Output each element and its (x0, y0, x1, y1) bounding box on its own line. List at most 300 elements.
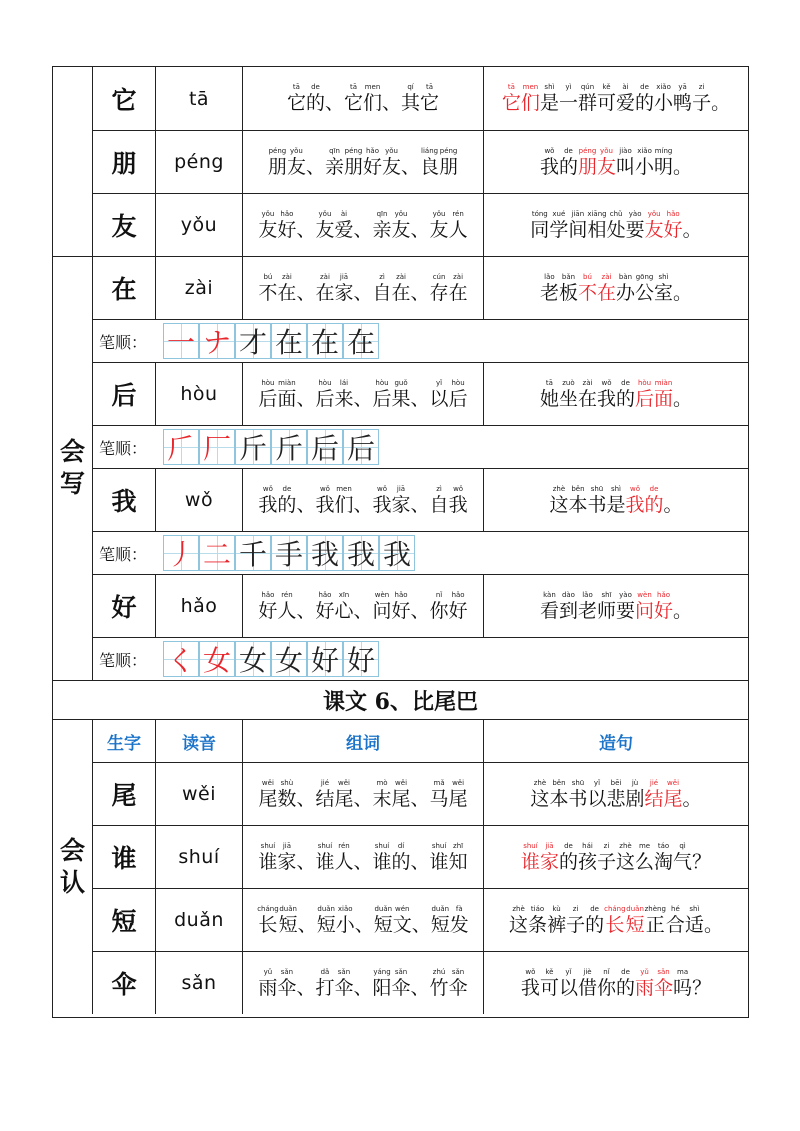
pinyin-annotation: fà (455, 904, 463, 913)
ruby-char (578, 592, 597, 621)
ruby-char (279, 906, 298, 935)
ruby-char (411, 969, 430, 998)
header-label: 造句 (599, 733, 633, 754)
ruby-char (449, 969, 468, 998)
hanzi: 朋 (439, 155, 459, 178)
ruby-char (439, 148, 458, 177)
pinyin-annotation: yǔ (263, 967, 273, 976)
pinyin-annotation: shuí (317, 841, 333, 850)
hanzi: 小 (635, 155, 655, 178)
pinyin-annotation: zuò (562, 378, 575, 387)
pinyin-annotation: yǒu (394, 209, 408, 218)
vocab-char: 短 (111, 907, 137, 936)
pinyin-annotation: wǒ (262, 484, 273, 493)
words-cell (242, 363, 483, 425)
pinyin-annotation: rén (281, 590, 293, 599)
hanzi: 我 (596, 387, 616, 410)
hanzi: 书 (587, 493, 607, 516)
ruby-char (420, 84, 439, 113)
hanzi: 问 (372, 599, 392, 622)
hanzi: 明 (654, 155, 674, 178)
ruby-char (315, 843, 334, 872)
ruby-char (654, 148, 673, 177)
hanzi: 、 (353, 599, 373, 622)
hanzi: 。 (673, 599, 693, 622)
pinyin-annotation: jiā (339, 272, 349, 281)
pinyin-annotation: yǒu (385, 146, 398, 155)
ruby-char (373, 969, 392, 998)
stroke-order-label: 笔顺： (99, 332, 148, 352)
ruby-char (654, 84, 673, 113)
ruby-char (298, 906, 317, 935)
ruby-char (430, 843, 449, 872)
hanzi: 、 (353, 493, 373, 516)
pinyin-annotation: yǒu (290, 146, 303, 155)
pinyin-annotation: sǎn (280, 967, 294, 976)
ruby-char (373, 843, 392, 872)
ruby-char (559, 148, 578, 177)
ruby-char (449, 592, 468, 621)
ruby-char (336, 906, 355, 935)
hanzi: 、 (296, 599, 316, 622)
ruby-char (578, 84, 597, 113)
pinyin-annotation: yǐ (565, 967, 572, 976)
hanzi: 。 (682, 787, 702, 810)
word-list (258, 780, 467, 809)
pinyin-cell (155, 363, 242, 425)
ruby-char (654, 380, 673, 409)
pinyin-annotation: chǔ (609, 209, 623, 218)
stroke-step (163, 323, 199, 359)
hanzi: 朋 (343, 155, 363, 178)
pinyin-annotation: hǎo (261, 590, 275, 599)
pinyin-annotation: yǒu (432, 209, 446, 218)
ruby-char (315, 380, 334, 409)
hanzi: 它 (343, 92, 363, 114)
pinyin-annotation: yǒu (261, 209, 275, 218)
hanzi: 、 (410, 218, 430, 241)
hanzi: 、 (382, 92, 402, 114)
words-cell (242, 575, 483, 637)
sentence-cell (483, 257, 748, 319)
pinyin-annotation: shì (689, 904, 700, 913)
pinyin-annotation: zhè (512, 904, 525, 913)
vocab-pinyin: hǎo (180, 595, 218, 617)
hanzi: 的 (644, 493, 664, 516)
hanzi: 、 (410, 387, 430, 410)
hanzi: 家 (277, 850, 297, 873)
words-cell (242, 889, 483, 951)
vocab-char: 友 (111, 212, 137, 241)
hanzi: 、 (353, 850, 373, 873)
ruby-char (606, 780, 625, 809)
words-cell (242, 763, 483, 825)
hanzi: 的 (558, 155, 578, 178)
ruby-char (258, 274, 277, 303)
hanzi: 伞 (277, 976, 297, 999)
hanzi: 在 (277, 281, 297, 304)
ruby-char (449, 486, 468, 515)
hanzi: 、 (353, 976, 373, 999)
vocab-char: 后 (111, 381, 137, 410)
sentence-cell (483, 363, 748, 425)
ruby-char (411, 380, 430, 409)
pinyin-annotation: yǒu (318, 209, 332, 218)
ruby-char (530, 211, 549, 240)
hanzi: 面 (277, 387, 297, 410)
stroke-step (199, 429, 235, 465)
pinyin-annotation: bú (583, 272, 592, 281)
hanzi: 谁 (520, 850, 540, 873)
hanzi: 家 (334, 281, 354, 304)
hanzi: 雨 (635, 976, 655, 999)
hanzi: 家 (391, 493, 411, 516)
ruby-char (626, 780, 645, 809)
ruby-char (431, 906, 450, 935)
hanzi: 数 (277, 787, 297, 810)
hanzi: 相 (587, 218, 607, 241)
ruby-char (277, 780, 296, 809)
ruby-char (540, 380, 559, 409)
pinyin-annotation: bú (263, 272, 273, 281)
hanzi: ？ (692, 850, 712, 873)
ruby-char (635, 380, 654, 409)
ruby-char (287, 84, 306, 113)
pinyin-annotation: bàn (618, 272, 633, 281)
hanzi: 办 (616, 281, 636, 304)
hanzi: 们 (520, 92, 540, 114)
ruby-char (606, 486, 625, 515)
ruby-char (616, 969, 635, 998)
example-sentence (502, 84, 730, 113)
hanzi: 我 (315, 493, 335, 516)
ruby-char (325, 84, 344, 113)
pinyin-annotation: men (522, 83, 539, 91)
ruby-char (334, 274, 353, 303)
ruby-char (392, 274, 411, 303)
hanzi: 淘 (654, 850, 674, 873)
pinyin-annotation: mò (376, 778, 388, 787)
sentence-cell (483, 67, 748, 130)
pinyin-annotation: kě (545, 967, 554, 976)
hanzi: 、 (296, 787, 316, 810)
stroke-glyph: 后 (310, 432, 339, 465)
ruby-char (277, 843, 296, 872)
pinyin-annotation: shì (610, 484, 621, 493)
pinyin-annotation: bǎn (561, 272, 576, 281)
ruby-char (559, 84, 578, 113)
ruby-char (635, 274, 654, 303)
pinyin-annotation: cháng (257, 904, 279, 913)
hanzi: 知 (448, 850, 468, 873)
pinyin-annotation: hòu (451, 378, 465, 387)
hanzi: 在 (577, 387, 597, 410)
hanzi: 友 (382, 155, 402, 178)
hanzi: 其 (401, 92, 421, 114)
ruby-char (315, 486, 334, 515)
stroke-glyph: 斤 (274, 432, 303, 465)
words-cell (242, 194, 483, 256)
hanzi: 、 (296, 493, 316, 516)
words-cell (242, 67, 483, 130)
hanzi: 长 (258, 913, 278, 936)
hanzi: 友 (644, 218, 664, 241)
hanzi: 。 (663, 493, 683, 516)
ruby-char (315, 274, 334, 303)
pinyin-annotation: jié (320, 778, 330, 787)
pinyin-annotation: yǐ (593, 778, 601, 787)
pinyin-annotation: jié (649, 778, 659, 787)
pinyin-cell (155, 131, 242, 193)
ruby-char (392, 211, 411, 240)
pinyin-annotation: shuí (374, 841, 390, 850)
char-cell (93, 952, 155, 1014)
hanzi: 问 (635, 599, 655, 622)
char-cell (93, 763, 155, 825)
ruby-char (540, 969, 559, 998)
hanzi: 朋 (267, 155, 287, 178)
hanzi: 的 (585, 913, 605, 936)
ruby-char (566, 906, 585, 935)
pinyin-annotation: jiā (545, 841, 554, 850)
hanzi: 谁 (315, 850, 335, 873)
pinyin-annotation: de (640, 83, 649, 91)
ruby-char (673, 274, 692, 303)
pinyin-annotation: tā (292, 83, 300, 91)
stroke-order-label: 笔顺： (99, 438, 148, 458)
hanzi: 阳 (372, 976, 392, 999)
example-sentence (509, 906, 723, 935)
stroke-glyph: 千 (238, 538, 267, 571)
hanzi: 好 (654, 599, 674, 622)
word-list (287, 84, 439, 113)
ruby-char (353, 380, 372, 409)
hanzi: 叫 (616, 155, 636, 178)
ruby-char (393, 906, 412, 935)
pinyin-annotation: hǎo (280, 209, 294, 218)
ruby-char (673, 148, 692, 177)
ruby-char (568, 780, 587, 809)
hanzi: 我 (539, 155, 559, 178)
hanzi: 它 (501, 92, 521, 114)
word-list (257, 906, 469, 935)
ruby-char (597, 380, 616, 409)
hanzi: 、 (297, 913, 317, 936)
pinyin-annotation: de (564, 841, 573, 850)
hanzi: 、 (353, 387, 373, 410)
pinyin-annotation: shù (280, 778, 294, 787)
ruby-char (685, 906, 704, 935)
sentence-cell (483, 889, 748, 951)
pinyin-annotation: zhèng (644, 904, 666, 913)
ruby-char (334, 486, 353, 515)
stroke-step (343, 323, 379, 359)
ruby-char (654, 843, 673, 872)
pinyin-annotation: xiāng (587, 209, 607, 218)
hanzi: 好 (315, 599, 335, 622)
pinyin-annotation: lái (339, 378, 349, 387)
hanzi: 、 (353, 218, 373, 241)
hanzi: 它 (286, 92, 306, 114)
ruby-char (258, 780, 277, 809)
example-sentence (540, 380, 692, 409)
hanzi: 友 (391, 218, 411, 241)
hanzi: 合 (665, 913, 685, 936)
ruby-char (373, 592, 392, 621)
char-cell (93, 826, 155, 888)
pinyin-annotation: zhè (619, 841, 632, 850)
pinyin-cell (155, 257, 242, 319)
ruby-char (559, 969, 578, 998)
hanzi: 是 (606, 493, 626, 516)
pinyin-annotation: wǒ (630, 484, 641, 493)
sentence-cell (483, 131, 748, 193)
ruby-char (568, 211, 587, 240)
pinyin-annotation: de (282, 484, 292, 493)
stroke-step (235, 535, 271, 571)
pinyin-annotation: hòu (318, 378, 332, 387)
pinyin-annotation: shuí (260, 841, 276, 850)
pinyin-annotation: shī (601, 590, 612, 599)
ruby-char (530, 780, 549, 809)
hanzi: 正 (645, 913, 665, 936)
pinyin-annotation: hǎo (657, 590, 671, 599)
pinyin-annotation: duǎn (431, 904, 450, 913)
ruby-char (411, 843, 430, 872)
hanzi: 在 (315, 281, 335, 304)
pinyin-annotation: zài (281, 272, 292, 281)
pinyin-annotation: dǎ (320, 967, 330, 976)
hanzi: 以 (587, 787, 607, 810)
hanzi: 面 (654, 387, 674, 410)
stroke-step (271, 429, 307, 465)
pinyin-annotation: míng (654, 146, 673, 155)
pinyin-annotation: hǎo (366, 146, 380, 155)
words-cell (242, 131, 483, 193)
pinyin-annotation: me (638, 841, 651, 850)
hanzi: 亲 (372, 218, 392, 241)
ruby-char (315, 592, 334, 621)
hanzi: 小 (335, 913, 355, 936)
vocab-char: 它 (111, 85, 137, 115)
hanzi: 。 (673, 155, 693, 178)
hanzi: 、 (354, 913, 374, 936)
ruby-char (334, 592, 353, 621)
table-header (93, 720, 748, 762)
ruby-char (412, 906, 431, 935)
hanzi: 爱 (334, 218, 354, 241)
ruby-char (540, 274, 559, 303)
pinyin-annotation: jiào (619, 146, 632, 155)
hanzi: 坐 (558, 387, 578, 410)
ruby-char (325, 148, 344, 177)
word-list (258, 969, 467, 998)
ruby-char (578, 274, 597, 303)
hanzi: 好 (277, 218, 297, 241)
pinyin-annotation: gōng (635, 272, 654, 281)
char-cell (93, 131, 155, 193)
pinyin-annotation: kě (602, 83, 611, 91)
ruby-char (430, 780, 449, 809)
ruby-char (568, 486, 587, 515)
ruby-char (521, 969, 540, 998)
ruby-char (373, 211, 392, 240)
stroke-step (235, 323, 271, 359)
hanzi: 到 (558, 599, 578, 622)
pinyin-annotation: wǒ (453, 484, 464, 493)
stroke-step (163, 535, 199, 571)
hanzi: 、 (410, 787, 430, 810)
hanzi: 子 (692, 92, 712, 114)
vocab-row (93, 362, 748, 425)
ruby-char (521, 843, 540, 872)
pinyin-annotation: zài (601, 272, 612, 281)
pinyin-annotation: hái (582, 841, 593, 850)
hanzi: 爱 (616, 92, 636, 114)
section-label-write (53, 256, 93, 680)
hanzi: 友 (596, 155, 616, 178)
ruby-char (635, 148, 654, 177)
vocab-char: 好 (111, 593, 137, 622)
hanzi: 、 (305, 155, 325, 178)
pinyin-annotation: guǒ (394, 378, 408, 387)
ruby-char (673, 84, 692, 113)
ruby-char (587, 780, 606, 809)
pinyin-annotation: jiā (396, 484, 406, 493)
pinyin-annotation: zì (379, 272, 385, 281)
ruby-char (559, 843, 578, 872)
hanzi: 的 (391, 850, 411, 873)
ruby-char (296, 380, 315, 409)
ruby-char (540, 592, 559, 621)
vocab-char: 我 (111, 487, 137, 516)
section-label-char: 认 (59, 868, 85, 897)
vocab-pinyin: zài (184, 277, 214, 299)
char-cell (93, 194, 155, 256)
pinyin-annotation: duǎn (374, 904, 393, 913)
header-c3 (242, 720, 483, 762)
ruby-char (353, 843, 372, 872)
hanzi: 本 (549, 787, 569, 810)
example-sentence (530, 211, 701, 240)
stroke-step (271, 323, 307, 359)
hanzi: 的 (277, 493, 297, 516)
ruby-char (411, 486, 430, 515)
hanzi: 自 (429, 493, 449, 516)
hanzi: 家 (539, 850, 559, 873)
ruby-char (521, 84, 540, 113)
ruby-char (296, 969, 315, 998)
vocab-pinyin: yǒu (180, 214, 218, 236)
ruby-char (549, 211, 568, 240)
example-sentence (530, 780, 701, 809)
pinyin-annotation: mǎ (433, 778, 445, 787)
vocab-pinyin: sǎn (181, 972, 217, 994)
hanzi: 、 (296, 387, 316, 410)
pinyin-annotation: wén (395, 904, 410, 913)
pinyin-annotation: yào (619, 590, 632, 599)
hanzi: 雨 (258, 976, 278, 999)
hanzi: 的 (305, 92, 325, 114)
hanzi: 好 (258, 599, 278, 622)
words-cell (242, 469, 483, 531)
pinyin-annotation: jù (631, 778, 639, 787)
stroke-order-row (93, 425, 748, 468)
pinyin-annotation: xiǎo (656, 83, 671, 91)
ruby-char (664, 780, 683, 809)
ruby-char (392, 380, 411, 409)
ruby-char (268, 148, 287, 177)
